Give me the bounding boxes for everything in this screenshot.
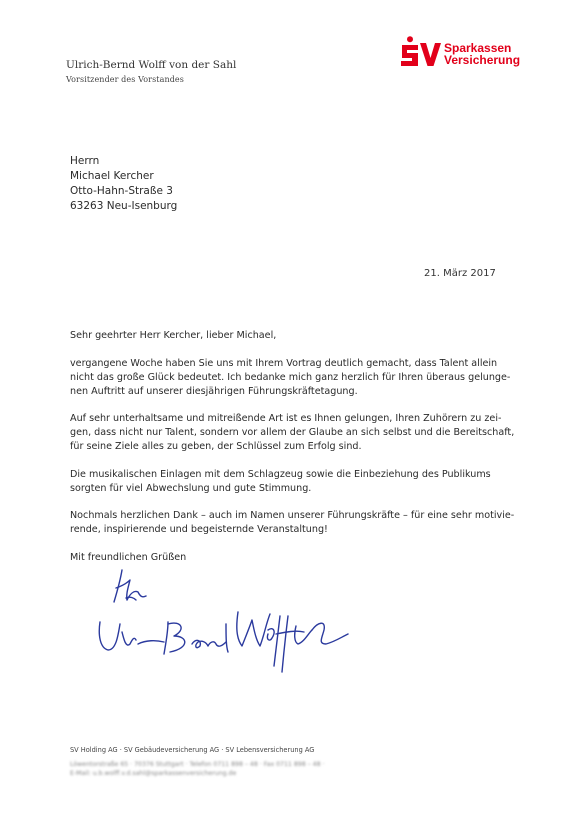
letter-date: 21. März 2017: [424, 268, 496, 279]
paragraph-3: [70, 468, 510, 496]
footer-companies: SV Holding AG · SV Gebäudeversicherung AG · SV Lebensversicherung AG: [70, 746, 315, 754]
paragraph-line: nen Auftritt auf unserer diesjährigen Führungskräftetagung.: [70, 385, 358, 397]
handwritten-signature: [90, 560, 360, 680]
sparkassen-versicherung-logo: [399, 36, 539, 70]
paragraph-4: [70, 509, 515, 537]
paragraph-line: Die musikalischen Einlagen mit dem Schlagzeug sowie die Einbeziehung des Publikums: [70, 468, 491, 480]
paragraph-line: Nochmals herzlichen Dank – auch im Namen unserer Führungskräfte – für eine sehr motivie-: [70, 510, 515, 521]
logo-wordmark: [444, 42, 520, 66]
greeting: Sehr geehrter Herr Kercher, lieber Michael,: [70, 330, 277, 341]
sender-name: Ulrich-Bernd Wolff von der Sahl: [66, 59, 237, 71]
paragraph-1: [70, 357, 510, 399]
recipient-city: 63263 Neu-Isenburg: [70, 200, 178, 212]
footer-contact-blurred: [70, 761, 370, 778]
letter-body: [70, 329, 515, 578]
recipient-address: [70, 154, 177, 214]
recipient-street: Otto-Hahn-Straße 3: [70, 185, 173, 197]
sv-logo-mark: [399, 36, 443, 68]
closing: Mit freundlichen Grüßen: [70, 551, 187, 563]
paragraph-line: Auf sehr unterhaltsame und mitreißende Art ist es Ihnen gelungen, Ihren Zuhörern zu zei-: [70, 413, 502, 424]
paragraph-line: sorgten für viel Abwechslung und gute Stimmung.: [70, 482, 312, 494]
sender-title: Vorsitzender des Vorstandes: [66, 75, 184, 84]
recipient-salutation: Herrn: [70, 155, 100, 167]
paragraph-2: [70, 412, 515, 454]
paragraph-line: nicht das große Glück bedeutet. Ich bedanke mich ganz herzlich für Ihren überaus gelunge-: [70, 371, 511, 383]
recipient-name: Michael Kercher: [70, 170, 154, 182]
logo-line-1: Sparkassen: [444, 41, 512, 55]
paragraph-line: gen, dass nicht nur Talent, sondern vor allem der Glaube an sich selbst und die Bereitschaft,: [70, 427, 515, 438]
paragraph-line: vergangene Woche haben Sie uns mit Ihrem Vortrag deutlich gemacht, dass Talent allein: [70, 357, 498, 369]
paragraph-line: für seine Ziele alles zu geben, der Schlüssel zum Erfolg sind.: [70, 441, 362, 452]
footer-blurred-line: E-Mail: u.b.wolff.v.d.sahl@sparkassenversicherung.de: [70, 769, 237, 777]
logo-line-2: Versicherung: [444, 53, 521, 67]
paragraph-line: rende, inspirierende und begeisternde Veranstaltung!: [70, 524, 328, 535]
footer-blurred-line: Löwentorstraße 65 · 70376 Stuttgart · Telefon 0711 898 – 48 · Fax 0711 898 – 48 ·: [70, 761, 325, 768]
